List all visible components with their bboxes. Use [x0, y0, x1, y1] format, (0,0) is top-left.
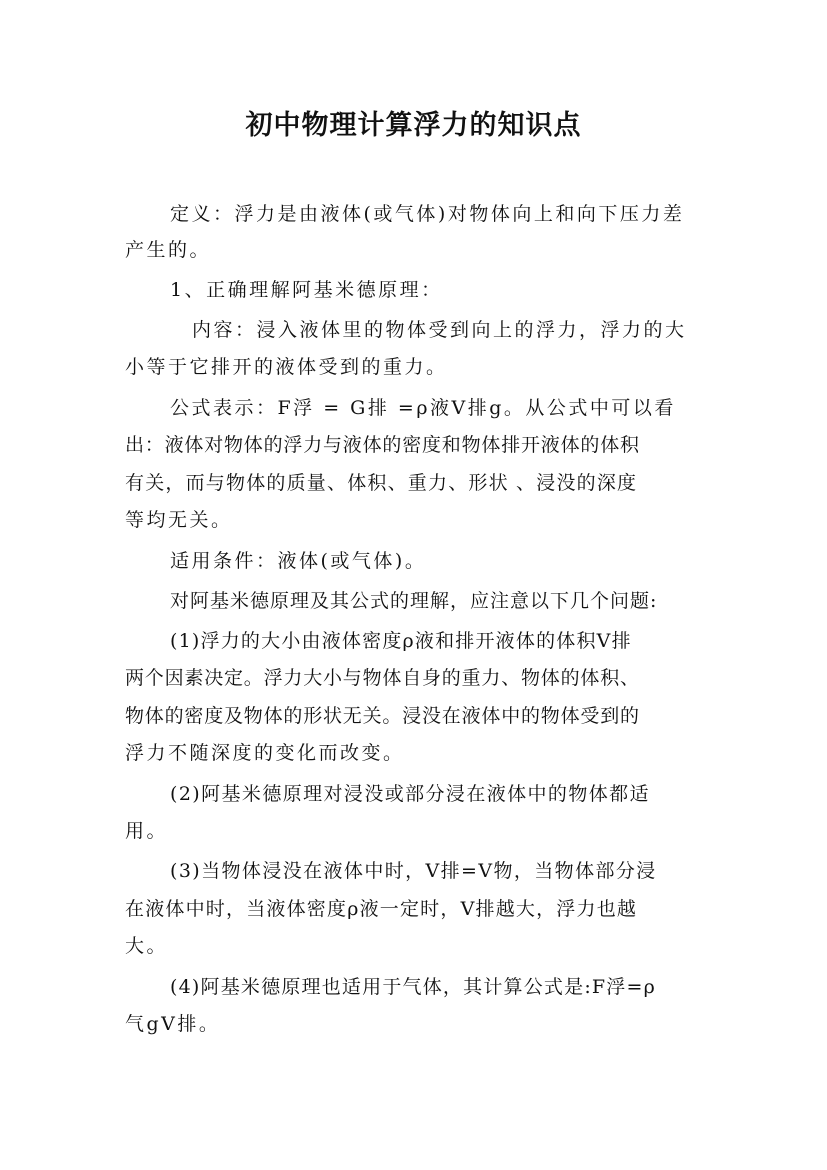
paragraph-line: 产生的。: [125, 239, 212, 261]
paragraph-line: 定义：浮力是由液体(或气体)对物体向上和向下压力差: [170, 203, 685, 225]
paragraph-line: (3)当物体浸没在液体中时，V排=V物，当物体部分浸: [170, 860, 657, 882]
paragraph-line: (2)阿基米德原理对浸没或部分浸在液体中的物体都适: [170, 783, 650, 805]
paragraph-line: 出：液体对物体的浮力与液体的密度和物体排开液体的体积: [125, 434, 640, 456]
paragraph-line: (1)浮力的大小由液体密度ρ液和排开液体的体积V排: [170, 630, 632, 652]
paragraph-line: (4)阿基米德原理也适用于气体，其计算公式是:F浮=ρ: [170, 976, 656, 998]
paragraph-line: 用。: [125, 820, 169, 842]
paragraph-line: 等均无关。: [125, 509, 233, 531]
paragraph-line: 对阿基米德原理及其公式的理解，应注意以下几个问题:: [170, 590, 658, 612]
paragraph-line: 有关，而与物体的质量、体积、重力、形状 、浸没的深度: [125, 472, 638, 494]
paragraph-line: 物体的密度及物体的形状无关。浸没在液体中的物体受到的: [125, 705, 640, 727]
paragraph-line: 在液体中时，当液体密度ρ液一定时，V排越大，浮力也越: [125, 898, 638, 920]
document-title: 初中物理计算浮力的知识点: [245, 110, 582, 141]
paragraph-line: 1、正确理解阿基米德原理：: [170, 279, 443, 301]
paragraph-line: 内容：浸入液体里的物体受到向上的浮力，浮力的大: [192, 319, 687, 341]
paragraph-line: 浮力不随深度的变化而改变。: [125, 742, 405, 764]
paragraph-line: 大。: [125, 935, 169, 957]
paragraph-line: 气gV排。: [125, 1013, 221, 1035]
paragraph-line: 两个因素决定。浮力大小与物体自身的重力、物体的体积、: [125, 667, 640, 689]
paragraph-line: 小等于它排开的液体受到的重力。: [125, 356, 448, 378]
paragraph-line: 适用条件：液体(或气体)。: [170, 550, 427, 572]
paragraph-line: 公式表示：F浮 = G排 =ρ液V排g。从公式中可以看: [170, 397, 676, 419]
